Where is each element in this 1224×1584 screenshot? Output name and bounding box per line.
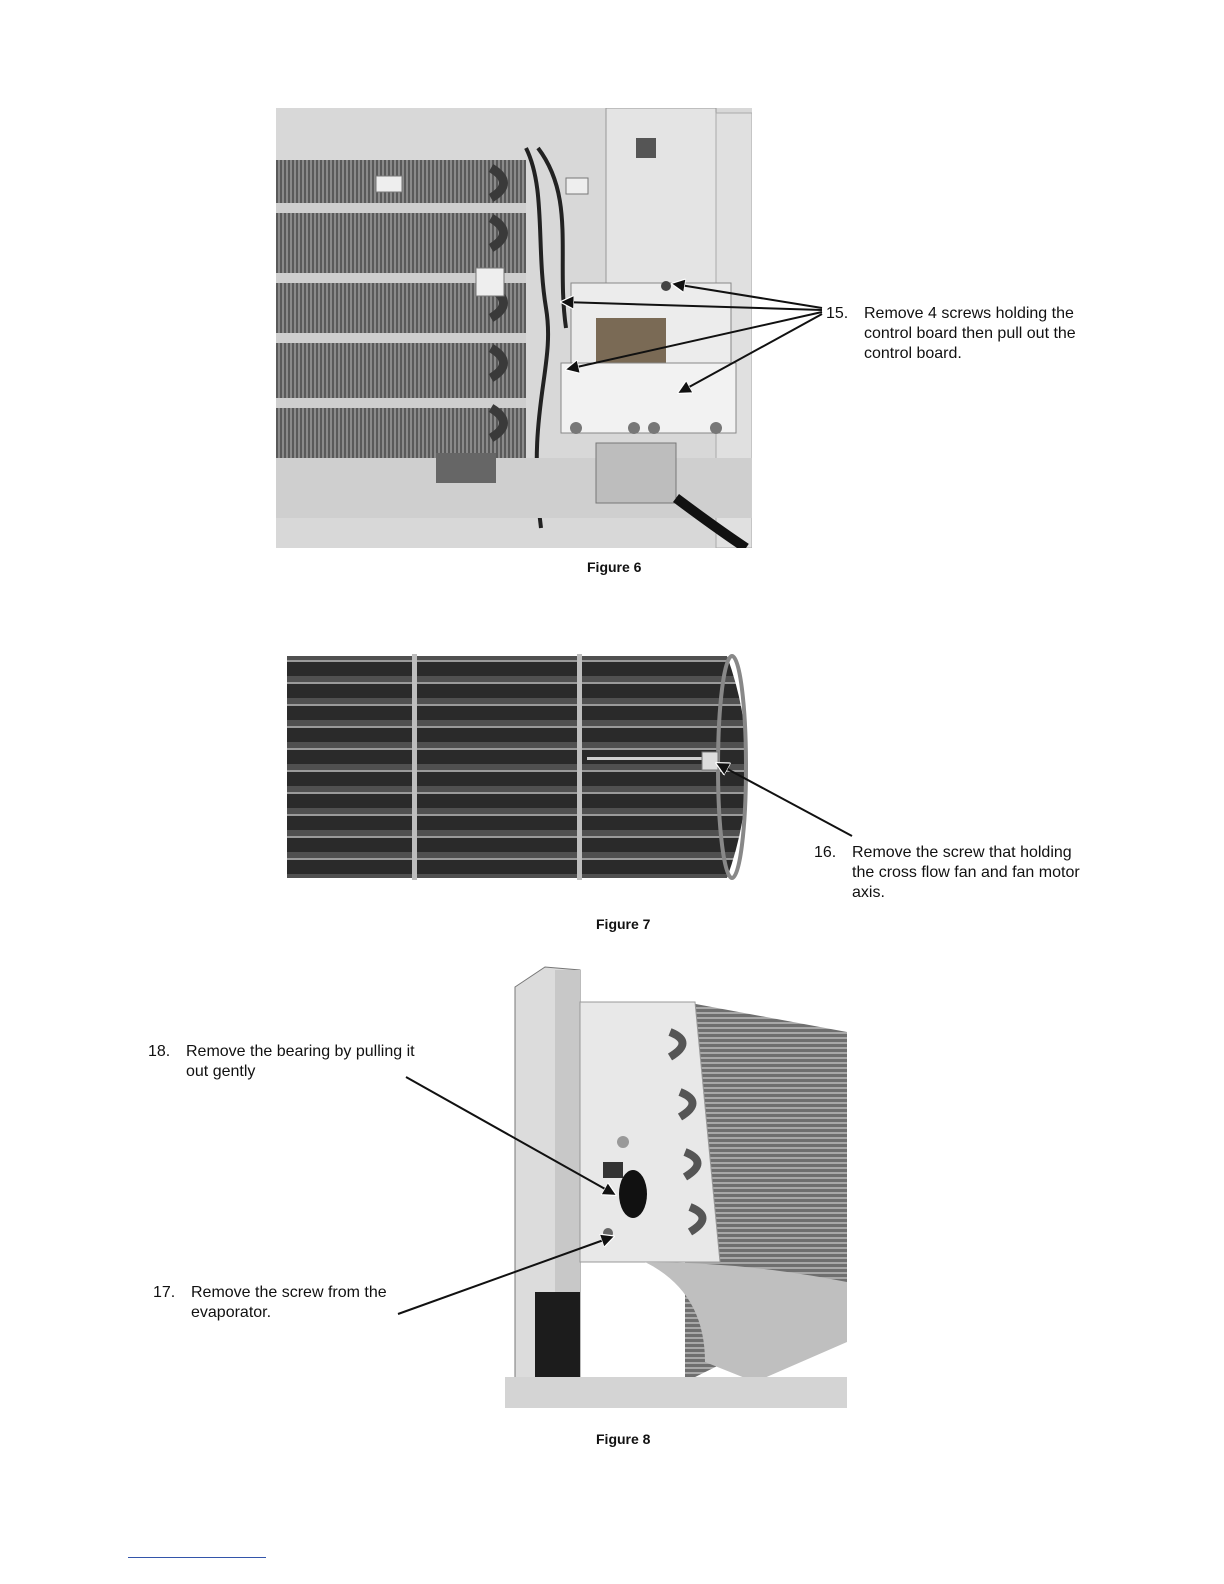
step-text-line: the cross flow fan and fan motor xyxy=(852,864,1080,881)
figure-6-caption: Figure 6 xyxy=(587,559,642,575)
step-text-line: evaporator. xyxy=(191,1304,272,1321)
step-text-line: control board then pull out the xyxy=(864,325,1076,342)
step-text-line: axis. xyxy=(852,884,885,901)
step-text-line: Remove the screw that holding xyxy=(852,844,1072,861)
step-17-instruction xyxy=(153,1283,433,1325)
step-18-instruction xyxy=(148,1042,448,1084)
step-number: 16. xyxy=(814,844,837,861)
figure-7-photo xyxy=(287,654,767,880)
figure-8-caption: Figure 8 xyxy=(596,1431,651,1447)
step-text-line: control board. xyxy=(864,345,962,362)
footnote-separator xyxy=(128,1557,266,1558)
step-number: 15. xyxy=(826,305,849,322)
step-text-line: Remove the screw from the xyxy=(191,1284,387,1301)
step-text-line: out gently xyxy=(186,1063,256,1080)
step-16-instruction xyxy=(814,843,1114,905)
figure-7-caption: Figure 7 xyxy=(596,916,651,932)
step-text-line: Remove 4 screws holding the xyxy=(864,305,1074,322)
step-15-instruction xyxy=(826,304,1126,366)
figure-6-photo xyxy=(276,108,752,548)
step-text-line: Remove the bearing by pulling it xyxy=(186,1043,415,1060)
step-number: 18. xyxy=(148,1043,171,1060)
step-number: 17. xyxy=(153,1284,176,1301)
figure-8-photo xyxy=(505,962,847,1408)
